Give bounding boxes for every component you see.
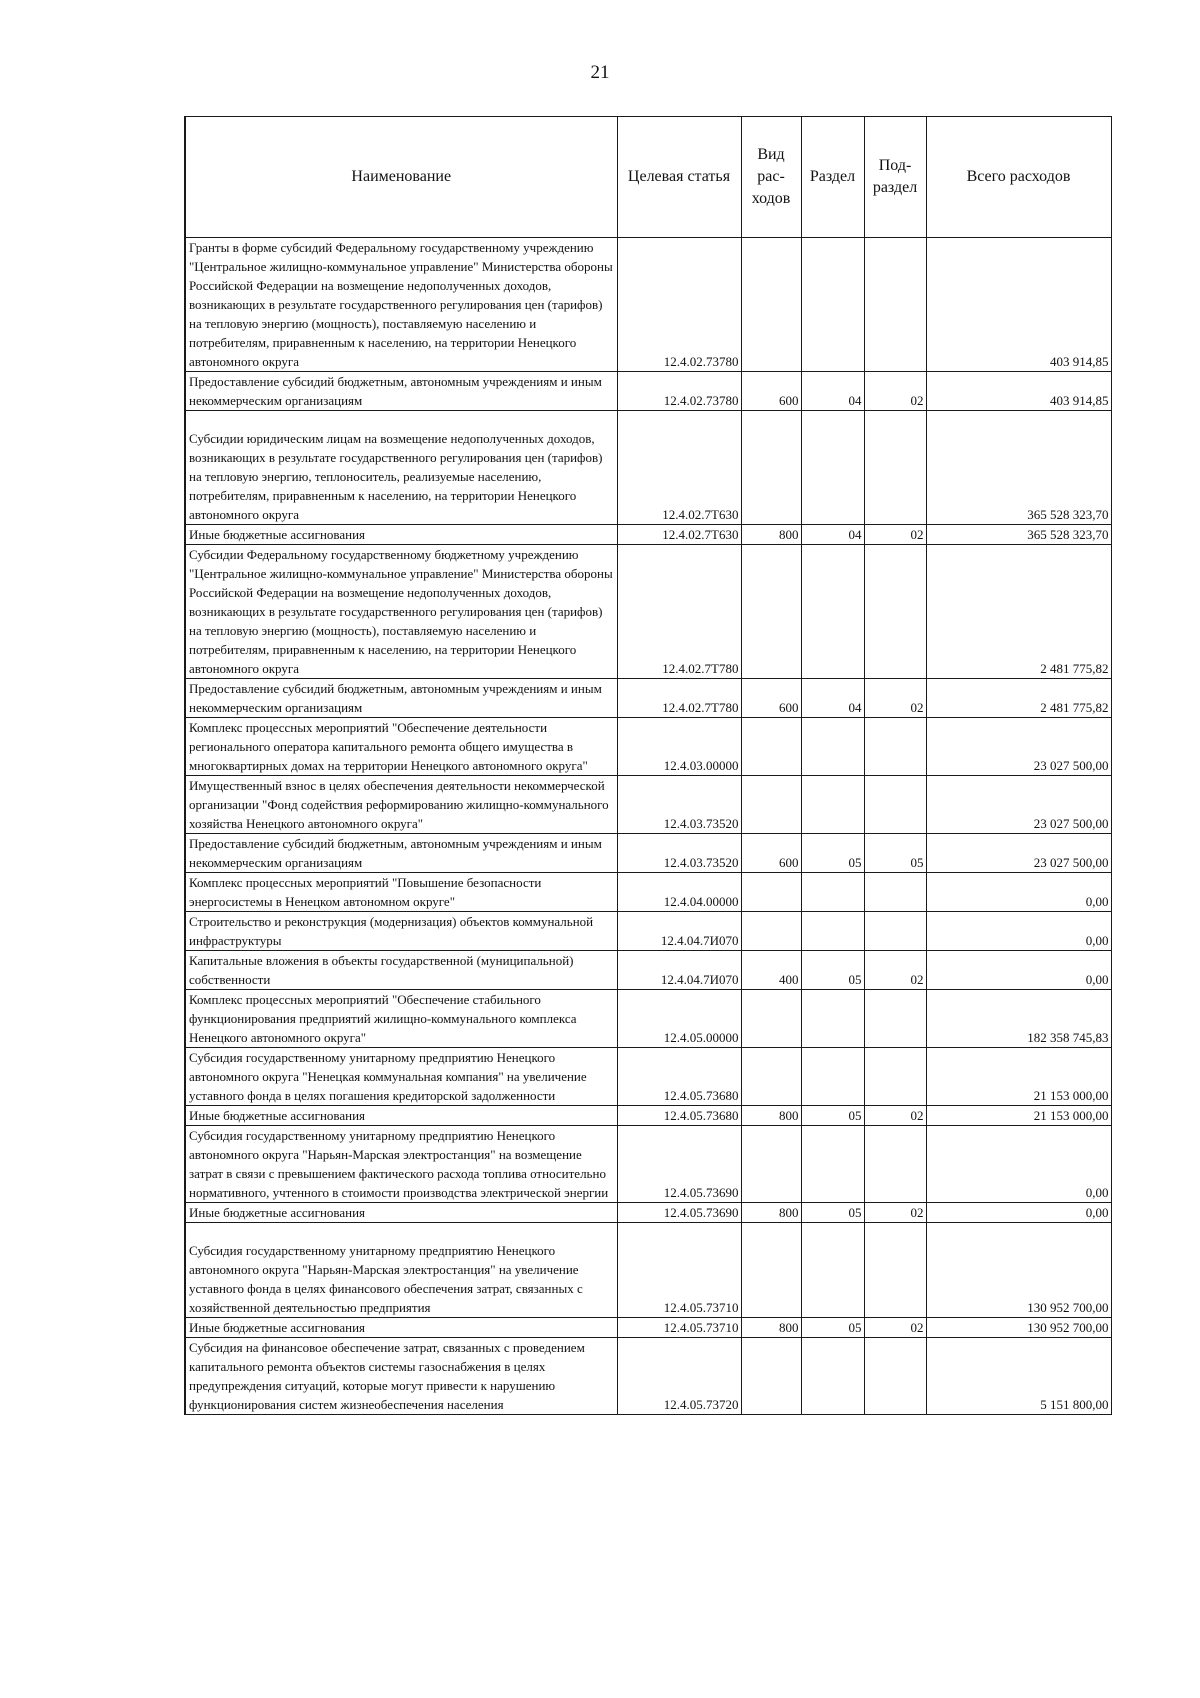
cell-section [801, 1048, 864, 1106]
cell-expense-kind [741, 1338, 801, 1415]
cell-name: Комплекс процессных мероприятий "Обеспечение деятельности регионального оператора капитального ремонта общего имущества в многоквартирных домах на территории Ненецкого автономного округа" [185, 718, 617, 776]
cell-name: Комплекс процессных мероприятий "Обеспечение стабильного функционирования предприятий жилищно-коммунального комплекса Ненецкого автономного округа" [185, 990, 617, 1048]
cell-total: 130 952 700,00 [926, 1223, 1111, 1318]
table-row [185, 912, 1111, 951]
table-row [185, 1048, 1111, 1106]
cell-subsection: 02 [864, 679, 926, 718]
cell-subsection [864, 1126, 926, 1203]
cell-subsection: 02 [864, 372, 926, 411]
cell-subsection [864, 1048, 926, 1106]
cell-name: Иные бюджетные ассигнования [185, 1318, 617, 1338]
cell-section: 05 [801, 1203, 864, 1223]
cell-target-article: 12.4.02.73780 [617, 238, 741, 372]
cell-target-article: 12.4.02.73780 [617, 372, 741, 411]
table-row [185, 679, 1111, 718]
header-total: Всего расходов [926, 117, 1111, 238]
cell-total: 403 914,85 [926, 372, 1111, 411]
cell-section: 04 [801, 372, 864, 411]
header-name: Наименование [185, 117, 617, 238]
cell-target-article: 12.4.03.00000 [617, 718, 741, 776]
cell-expense-kind [741, 912, 801, 951]
table-row [185, 1126, 1111, 1203]
cell-target-article: 12.4.03.73520 [617, 776, 741, 834]
cell-subsection: 02 [864, 1203, 926, 1223]
cell-expense-kind: 800 [741, 1106, 801, 1126]
cell-total: 2 481 775,82 [926, 545, 1111, 679]
cell-section [801, 1338, 864, 1415]
cell-expense-kind [741, 545, 801, 679]
cell-name: Субсидия на финансовое обеспечение затрат, связанных с проведением капитального ремонта объектов системы газоснабжения в целях предупреждения ситуаций, которые могут привести к нарушению функционирования систем жизнеобеспечения населения [185, 1338, 617, 1415]
cell-name: Предоставление субсидий бюджетным, автономным учреждениям и иным некоммерческим организациям [185, 834, 617, 873]
table-header [185, 117, 1111, 238]
header-expense-kind: Вид рас-ходов [741, 117, 801, 238]
cell-section [801, 990, 864, 1048]
table-row [185, 1318, 1111, 1338]
table-row [185, 1106, 1111, 1126]
cell-total: 23 027 500,00 [926, 776, 1111, 834]
cell-total: 0,00 [926, 912, 1111, 951]
cell-section [801, 873, 864, 912]
cell-expense-kind [741, 411, 801, 525]
cell-expense-kind: 400 [741, 951, 801, 990]
cell-section: 05 [801, 834, 864, 873]
cell-total: 0,00 [926, 951, 1111, 990]
cell-total: 0,00 [926, 1126, 1111, 1203]
table-row [185, 951, 1111, 990]
cell-total: 23 027 500,00 [926, 718, 1111, 776]
table-row [185, 545, 1111, 679]
header-target-article: Целевая статья [617, 117, 741, 238]
cell-expense-kind [741, 1126, 801, 1203]
table-row [185, 1203, 1111, 1223]
cell-name: Субсидии Федеральному государственному бюджетному учреждению "Центральное жилищно-коммунальное управление" Министерства обороны Российской Федерации на возмещение недополученных доходов, возникающих в результате государственного регулирования цен (тарифов) на тепловую энергию (мощность), поставляемую населению и потребителям, приравненным к населению, на территории Ненецкого автономного округа [185, 545, 617, 679]
cell-name: Иные бюджетные ассигнования [185, 1106, 617, 1126]
cell-subsection [864, 1338, 926, 1415]
cell-name: Предоставление субсидий бюджетным, автономным учреждениям и иным некоммерческим организациям [185, 372, 617, 411]
cell-subsection [864, 990, 926, 1048]
cell-section: 05 [801, 1106, 864, 1126]
cell-total: 0,00 [926, 873, 1111, 912]
table-row [185, 525, 1111, 545]
cell-subsection: 02 [864, 1106, 926, 1126]
cell-subsection: 02 [864, 951, 926, 990]
cell-name: Комплекс процессных мероприятий "Повышение безопасности энергосистемы в Ненецком автономном округе" [185, 873, 617, 912]
cell-target-article: 12.4.05.73710 [617, 1318, 741, 1338]
cell-section [801, 411, 864, 525]
table-row [185, 990, 1111, 1048]
cell-subsection [864, 912, 926, 951]
cell-target-article: 12.4.04.7И070 [617, 912, 741, 951]
cell-subsection [864, 238, 926, 372]
cell-subsection: 02 [864, 525, 926, 545]
cell-target-article: 12.4.05.73720 [617, 1338, 741, 1415]
cell-expense-kind [741, 1223, 801, 1318]
cell-target-article: 12.4.04.00000 [617, 873, 741, 912]
page-number: 21 [590, 62, 610, 83]
cell-section [801, 912, 864, 951]
cell-target-article: 12.4.04.7И070 [617, 951, 741, 990]
cell-section [801, 1126, 864, 1203]
cell-target-article: 12.4.05.73690 [617, 1203, 741, 1223]
cell-target-article: 12.4.05.73710 [617, 1223, 741, 1318]
cell-total: 21 153 000,00 [926, 1048, 1111, 1106]
cell-expense-kind: 800 [741, 1203, 801, 1223]
cell-section [801, 718, 864, 776]
cell-target-article: 12.4.05.73680 [617, 1106, 741, 1126]
cell-expense-kind: 600 [741, 679, 801, 718]
cell-section [801, 776, 864, 834]
cell-section [801, 545, 864, 679]
table-row [185, 718, 1111, 776]
table-row [185, 1223, 1111, 1318]
cell-name: Субсидия государственному унитарному предприятию Ненецкого автономного округа "Ненецкая коммунальная компания" на увеличение уставного фонда в целях погашения кредиторской задолженности [185, 1048, 617, 1106]
cell-target-article: 12.4.05.00000 [617, 990, 741, 1048]
cell-expense-kind: 600 [741, 834, 801, 873]
cell-name: Капитальные вложения в объекты государственной (муниципальной) собственности [185, 951, 617, 990]
table-row [185, 1338, 1111, 1415]
cell-subsection [864, 718, 926, 776]
cell-expense-kind [741, 776, 801, 834]
cell-name: Имущественный взнос в целях обеспечения деятельности некоммерческой организации "Фонд содействия реформированию жилищно-коммунального хозяйства Ненецкого автономного округа" [185, 776, 617, 834]
cell-subsection [864, 411, 926, 525]
cell-subsection [864, 776, 926, 834]
table-row [185, 776, 1111, 834]
cell-total: 365 528 323,70 [926, 411, 1111, 525]
cell-name: Субсидии юридическим лицам на возмещение недополученных доходов, возникающих в результате государственного регулирования цен (тарифов) на тепловую энергию, теплоноситель, реализуемые населению, потребителям, приравненным к населению, на территории Ненецкого автономного округа [185, 411, 617, 525]
cell-total: 21 153 000,00 [926, 1106, 1111, 1126]
cell-section [801, 1223, 864, 1318]
cell-total: 182 358 745,83 [926, 990, 1111, 1048]
cell-section: 05 [801, 951, 864, 990]
table-row [185, 411, 1111, 525]
cell-expense-kind: 800 [741, 525, 801, 545]
cell-expense-kind [741, 718, 801, 776]
cell-subsection: 02 [864, 1318, 926, 1338]
cell-section: 04 [801, 679, 864, 718]
cell-name: Гранты в форме субсидий Федеральному государственному учреждению "Центральное жилищно-коммунальное управление" Министерства обороны Российской Федерации на возмещение недополученных доходов, возникающих в результате государственного регулирования цен (тарифов) на тепловую энергию (мощность), поставляемую населению и потребителям, приравненным к населению, на территории Ненецкого автономного округа [185, 238, 617, 372]
cell-target-article: 12.4.02.7Т630 [617, 411, 741, 525]
header-section: Раздел [801, 117, 864, 238]
table-body [185, 238, 1111, 1415]
cell-target-article: 12.4.02.7Т780 [617, 679, 741, 718]
cell-subsection [864, 873, 926, 912]
cell-total: 365 528 323,70 [926, 525, 1111, 545]
cell-total: 0,00 [926, 1203, 1111, 1223]
cell-section: 04 [801, 525, 864, 545]
cell-section: 05 [801, 1318, 864, 1338]
cell-name: Субсидия государственному унитарному предприятию Ненецкого автономного округа "Нарьян-Марская электростанция" на увеличение уставного фонда в целях финансового обеспечения затрат, связанных с хозяйственной деятельностью предприятия [185, 1223, 617, 1318]
cell-expense-kind [741, 238, 801, 372]
cell-expense-kind [741, 1048, 801, 1106]
cell-section [801, 238, 864, 372]
cell-name: Субсидия государственному унитарному предприятию Ненецкого автономного округа "Нарьян-Марская электростанция" на возмещение затрат в связи с превышением фактического расхода топлива относительно нормативного, учтенного в стоимости производства электрической энергии [185, 1126, 617, 1203]
cell-subsection [864, 545, 926, 679]
cell-expense-kind: 800 [741, 1318, 801, 1338]
cell-total: 2 481 775,82 [926, 679, 1111, 718]
cell-name: Строительство и реконструкция (модернизация) объектов коммунальной инфраструктуры [185, 912, 617, 951]
table-row [185, 834, 1111, 873]
table-row [185, 873, 1111, 912]
table-row [185, 372, 1111, 411]
table-row [185, 238, 1111, 372]
cell-target-article: 12.4.05.73690 [617, 1126, 741, 1203]
budget-table [184, 116, 1112, 1415]
cell-target-article: 12.4.05.73680 [617, 1048, 741, 1106]
cell-subsection: 05 [864, 834, 926, 873]
cell-subsection [864, 1223, 926, 1318]
cell-total: 130 952 700,00 [926, 1318, 1111, 1338]
cell-expense-kind [741, 873, 801, 912]
cell-expense-kind [741, 990, 801, 1048]
cell-target-article: 12.4.02.7Т630 [617, 525, 741, 545]
header-subsection: Под-раздел [864, 117, 926, 238]
cell-expense-kind: 600 [741, 372, 801, 411]
cell-name: Иные бюджетные ассигнования [185, 1203, 617, 1223]
cell-total: 5 151 800,00 [926, 1338, 1111, 1415]
cell-target-article: 12.4.02.7Т780 [617, 545, 741, 679]
cell-name: Предоставление субсидий бюджетным, автономным учреждениям и иным некоммерческим организациям [185, 679, 617, 718]
cell-name: Иные бюджетные ассигнования [185, 525, 617, 545]
cell-total: 23 027 500,00 [926, 834, 1111, 873]
cell-total: 403 914,85 [926, 238, 1111, 372]
cell-target-article: 12.4.03.73520 [617, 834, 741, 873]
